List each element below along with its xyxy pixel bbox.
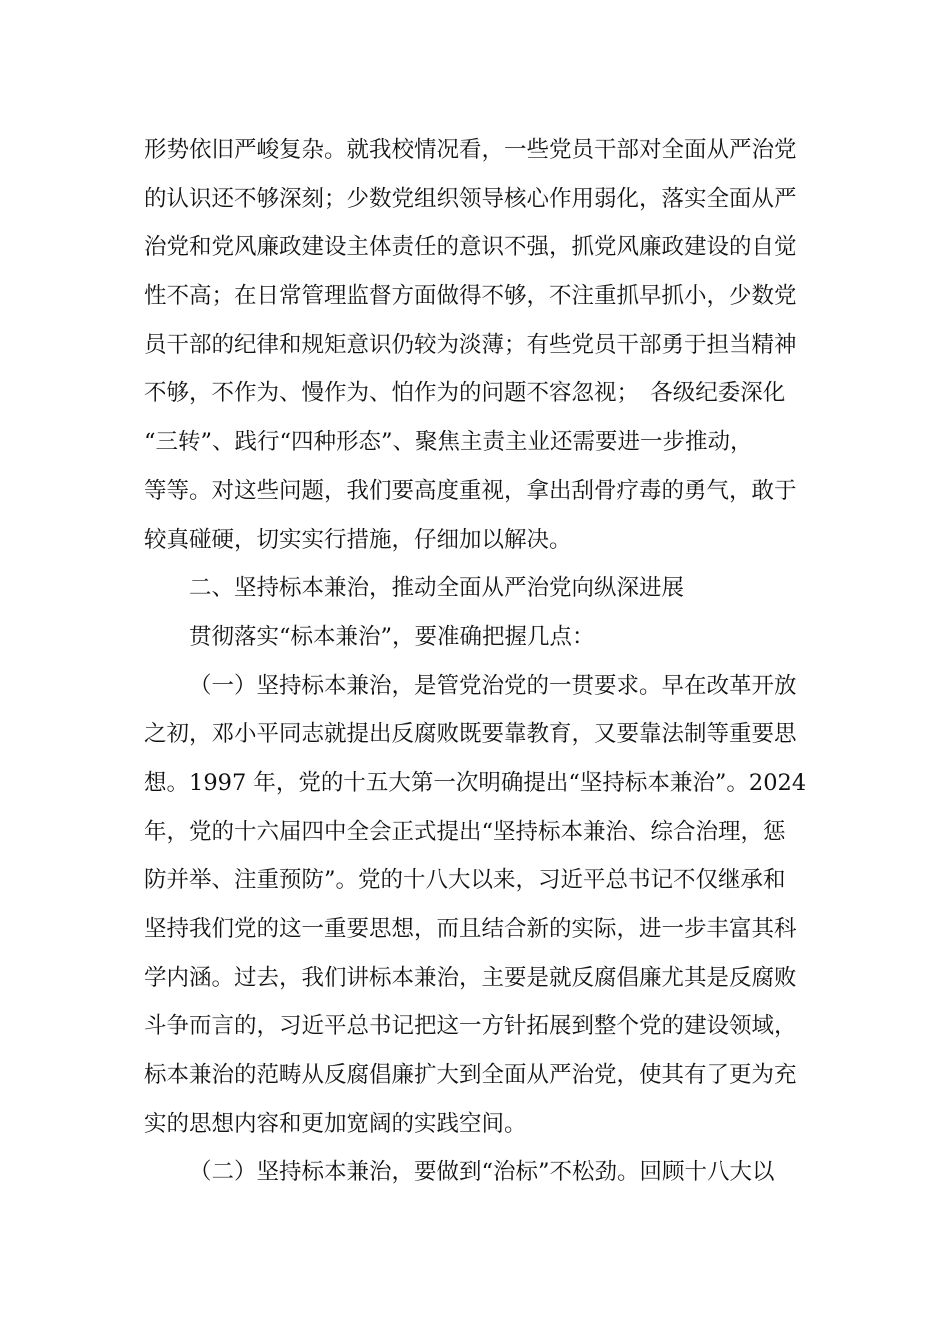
text-line: 年，党的十六届四中全会正式提出“坚持标本兼治、综合治理，惩 <box>144 818 786 845</box>
text-line: 不够，不作为、慢作为、怕作为的问题不容忽视； 各级纪委深化 <box>144 380 786 407</box>
text-line: 防并举、注重预防”。党的十八大以来，习近平总书记不仅继承和 <box>144 867 786 894</box>
text-line: 标本兼治的范畴从反腐倡廉扩大到全面从严治党，使其有了更为充 <box>144 1062 797 1089</box>
document-body <box>144 126 814 1197</box>
text-line: 贯彻落实“标本兼治”，要准确把握几点： <box>189 623 595 650</box>
text-line: 的认识还不够深刻；少数党组织领导核心作用弱化，落实全面从严 <box>144 185 797 212</box>
text-line: 形势依旧严峻复杂。就我校情况看，一些党员干部对全面从严治党 <box>144 137 797 163</box>
text-line: 员干部的纪律和规矩意识仍较为淡薄；有些党员干部勇于担当精神 <box>144 331 797 358</box>
section-heading: 二、坚持标本兼治，推动全面从严治党向纵深进展 <box>189 575 685 602</box>
text-line: 较真碰硬，切实实行措施，仔细加以解决。 <box>144 526 572 553</box>
text-line: 斗争而言的，习近平总书记把这一方针拓展到整个党的建设领域， <box>144 1013 797 1040</box>
text-line: 想。1997 年，党的十五大第一次明确提出“坚持标本兼治”。2024 <box>144 769 807 796</box>
subsection-start: （二）坚持标本兼治，要做到“治标”不松劲。回顾十八大以 <box>189 1159 775 1186</box>
text-line: 治党和党风廉政建设主体责任的意识不强，抓党风廉政建设的自觉 <box>144 234 797 261</box>
text-line: 学内涵。过去，我们讲标本兼治，主要是就反腐倡廉尤其是反腐败 <box>144 964 797 991</box>
text-line: 之初，邓小平同志就提出反腐败既要靠教育，又要靠法制等重要思 <box>144 721 797 748</box>
subsection-start: （一）坚持标本兼治，是管党治党的一贯要求。早在改革开放 <box>189 672 797 699</box>
text-line: “三转”、践行“四种形态”、聚焦主责主业还需要进一步推动， <box>144 429 753 456</box>
text-line: 等等。对这些问题，我们要高度重视，拿出刮骨疗毒的勇气，敢于 <box>144 477 797 504</box>
text-line: 实的思想内容和更加宽阔的实践空间。 <box>144 1110 527 1137</box>
text-line: 性不高；在日常管理监督方面做得不够，不注重抓早抓小，少数党 <box>144 283 797 310</box>
text-line: 坚持我们党的这一重要思想，而且结合新的实际，进一步丰富其科 <box>144 916 797 942</box>
